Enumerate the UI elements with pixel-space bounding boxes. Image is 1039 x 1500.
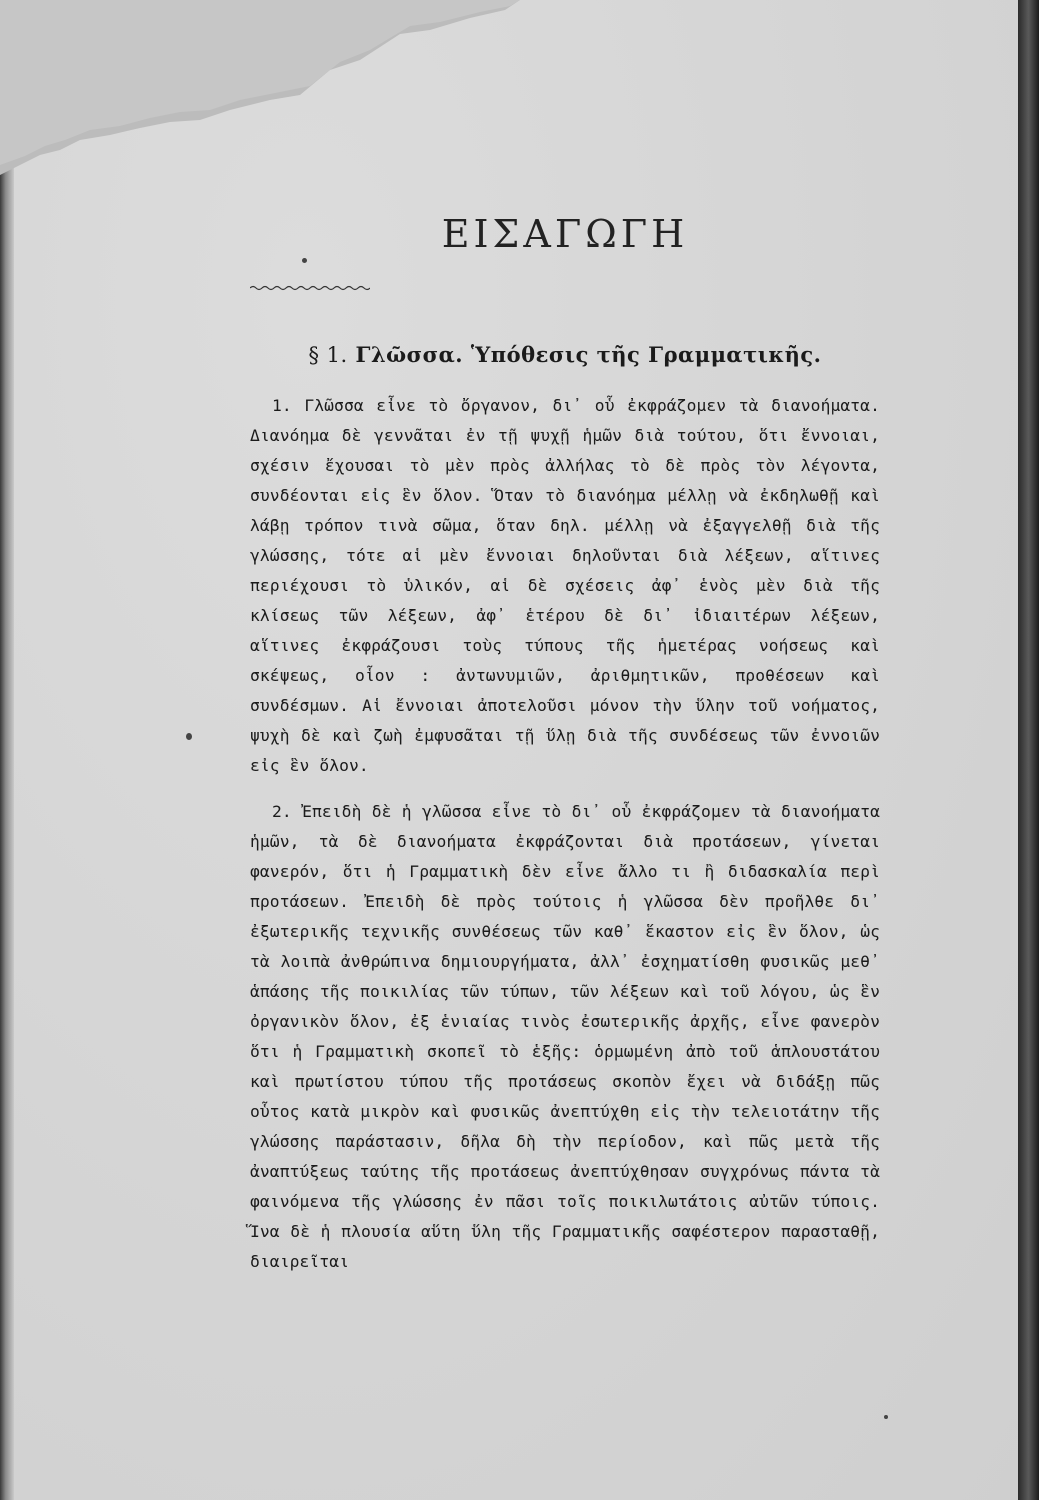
- chapter-title: ΕΙΣΑΓΩΓΗ: [441, 212, 689, 256]
- adjacent-page-edge: [1018, 0, 1039, 1500]
- section-heading: [250, 342, 880, 367]
- torn-paper-corner: [0, 0, 520, 180]
- paragraph-2: 2. Ἐπειδὴ δὲ ἡ γλῶσσα εἶνε τὸ δι᾽ οὗ ἐκφράζομεν τὰ διανοήματα ἡμῶν, τὰ δὲ διανοήματα ἐκφράζονται διὰ προτάσεων, γίνεται φανερόν, ὅτι ἡ Γραμματικὴ δὲν εἶνε ἄλλο τι ἢ διδασκαλία περὶ προτάσεων. Ἐπειδὴ δὲ πρὸς τούτοις ἡ γλῶσσα δὲν προῆλθε δι᾽ ἐξωτερικῆς τεχνικῆς συνθέσεως τῶν καθ᾽ ἕκαστον εἰς ἓν ὅλον, ὡς τὰ λοιπὰ ἀνθρώπινα δημιουργήματα, ἀλλ᾽ ἐσχηματίσθη φυσικῶς μεθ᾽ ἁπάσης τῆς ποικιλίας τῶν τύπων, τῶν λέξεων καὶ τοῦ λόγου, ὡς ἓν ὀργανικὸν ὅλον, ἐξ ἑνιαίας τινὸς ἐσωτερικῆς ἀρχῆς, εἶνε φανερὸν ὅτι ἡ Γραμματικὴ σκοπεῖ τὸ ἑξῆς: ὁρμωμένη ἀπὸ τοῦ ἁπλουστάτου καὶ πρωτίστου τύπου τῆς προτάσεως σκοπὸν ἔχει νὰ διδάξῃ πῶς οὗτος κατὰ μικρὸν καὶ φυσικῶς ἀνεπτύχθη εἰς τὴν τελειοτάτην τῆς γλώσσης παράστασιν, δῆλα δὴ τὴν περίοδον, καὶ πῶς μετὰ τῆς ἀναπτύξεως ταύτης τῆς προτάσεως ἀνεπτύχθησαν συγχρόνως πάντα τὰ φαινόμενα τῆς γλώσσης ἐν πᾶσι τοῖς ποικιλωτάτοις αὐτῶν τύποις. Ἵνα δὲ ἡ πλουσία αὕτη ὕλη τῆς Γραμματικῆς σαφέστερον παρασταθῇ, διαιρεῖται: [250, 802, 880, 1272]
- ink-speck: [884, 1415, 888, 1419]
- ink-speck: [186, 733, 192, 740]
- title-ornament-rule: [250, 284, 370, 292]
- page-binding-edge: [0, 0, 14, 1500]
- section-number: § 1.: [308, 343, 348, 367]
- page-content: [250, 200, 880, 1294]
- paragraph-1: 1. Γλῶσσα εἶνε τὸ ὄργανον, δι᾽ οὗ ἐκφράζομεν τὰ διανοήματα. Διανόημα δὲ γεννᾶται ἐν τῇ ψυχῇ ἡμῶν διὰ τούτου, ὅτι ἔννοιαι, σχέσιν ἔχουσαι τὸ μὲν πρὸς ἀλλήλας τὸ δὲ πρὸς τὸν λέγοντα, συνδέονται εἰς ἓν ὅλον. Ὅταν τὸ διανόημα μέλλῃ νὰ ἐκδηλωθῇ καὶ λάβῃ τρόπον τινὰ σῶμα, ὅταν δηλ. μέλλῃ νὰ ἐξαγγελθῇ διὰ τῆς γλώσσης, τότε αἱ μὲν ἔννοιαι δηλοῦνται διὰ λέξεων, αἵτινες περιέχουσι τὸ ὑλικόν, αἱ δὲ σχέσεις ἀφ᾽ ἑνὸς μὲν διὰ τῆς κλίσεως τῶν λέξεων, ἀφ᾽ ἑτέρου δὲ δι᾽ ἰδιαιτέρων λέξεων, αἵτινες ἐκφράζουσι τοὺς τύπους τῆς ἡμετέρας νοήσεως καὶ σκέψεως, οἷον : ἀντωνυμιῶν, ἀριθμητικῶν, προθέσεων καὶ συνδέσμων. Αἱ ἔννοιαι ἀποτελοῦσι μόνον τὴν ὕλην τοῦ νοήματος, ψυχὴ δὲ καὶ ζωὴ ἐμφυσᾶται τῇ ὕλῃ διὰ τῆς συνδέσεως τῶν ἐννοιῶν εἰς ἓν ὅλον.: [250, 396, 880, 775]
- section-title: Γλῶσσα. Ὑπόθεσις τῆς Γραμματικῆς.: [355, 342, 822, 367]
